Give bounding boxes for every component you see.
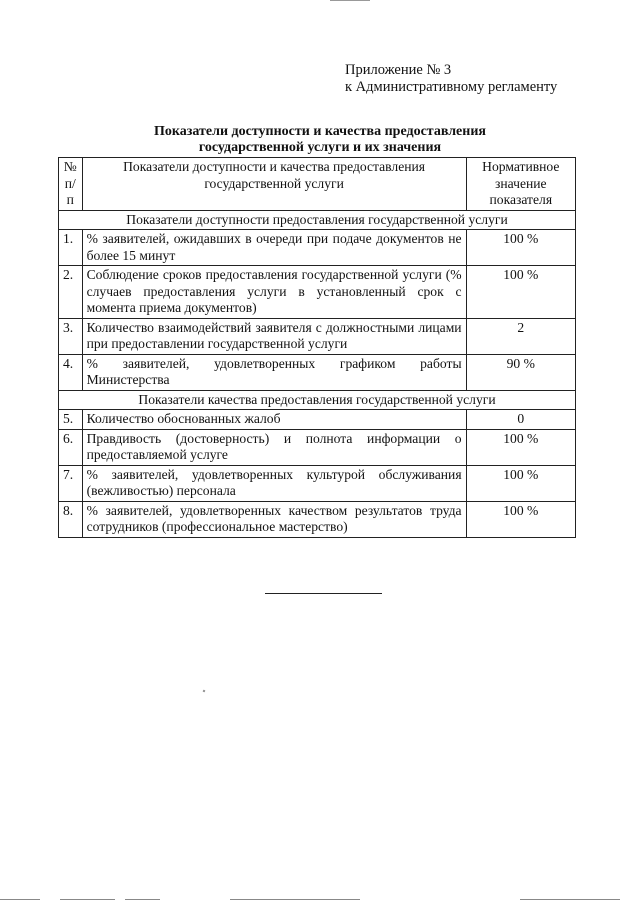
row-indicator: Количество обоснованных жалоб bbox=[82, 410, 466, 430]
row-value: 2 bbox=[466, 318, 575, 354]
closing-rule bbox=[265, 593, 382, 594]
section-quality-title: Показатели качества предоставления государственной услуги bbox=[59, 390, 576, 410]
table-row bbox=[59, 410, 576, 430]
scan-edge-mark bbox=[60, 899, 115, 900]
row-value: 100 % bbox=[466, 501, 575, 537]
title-line-1: Показатели доступности и качества предоставления bbox=[154, 124, 486, 139]
row-value: 100 % bbox=[466, 429, 575, 465]
scan-mark-top bbox=[330, 0, 370, 1]
row-num: 1. bbox=[59, 230, 83, 266]
scan-edge-mark bbox=[125, 899, 160, 900]
row-indicator: % заявителей, удовлетворенных качеством результатов труда сотрудников (профессиональное мастерство) bbox=[82, 501, 466, 537]
appendix-label bbox=[345, 62, 557, 96]
row-num: 4. bbox=[59, 354, 83, 390]
row-indicator: % заявителей, удовлетворенных графиком работы Министерства bbox=[82, 354, 466, 390]
row-value: 100 % bbox=[466, 266, 575, 319]
indicators-table bbox=[58, 157, 576, 538]
table-row bbox=[59, 266, 576, 319]
row-num: 8. bbox=[59, 501, 83, 537]
row-num: 5. bbox=[59, 410, 83, 430]
row-indicator: Соблюдение сроков предоставления государственной услуги (% случаев предоставления услуги в установленный срок с момента приема документов) bbox=[82, 266, 466, 319]
header-indicator: Показатели доступности и качества предоставления государственной услуги bbox=[82, 158, 466, 211]
scan-edge-mark bbox=[0, 899, 40, 900]
section-row-quality bbox=[59, 390, 576, 410]
scan-speck bbox=[203, 690, 206, 693]
table-header-row bbox=[59, 158, 576, 211]
header-value: Нормативное значение показателя bbox=[466, 158, 575, 211]
table-row bbox=[59, 465, 576, 501]
row-num: 2. bbox=[59, 266, 83, 319]
table-row bbox=[59, 429, 576, 465]
row-value: 90 % bbox=[466, 354, 575, 390]
row-indicator: Количество взаимодействий заявителя с должностными лицами при предоставлении государственной услуги bbox=[82, 318, 466, 354]
row-num: 3. bbox=[59, 318, 83, 354]
row-value: 100 % bbox=[466, 230, 575, 266]
document-title bbox=[60, 124, 580, 156]
row-num: 7. bbox=[59, 465, 83, 501]
title-line-2: государственной услуги и их значения bbox=[198, 140, 442, 155]
appendix-line-1: Приложение № 3 bbox=[345, 62, 452, 78]
table-row bbox=[59, 318, 576, 354]
scan-edge-mark bbox=[520, 899, 620, 900]
header-num: № п/п bbox=[59, 158, 83, 211]
appendix-line-2: к Административному регламенту bbox=[345, 79, 558, 95]
row-value: 0 bbox=[466, 410, 575, 430]
row-indicator: % заявителей, ожидавших в очереди при подаче документов не более 15 минут bbox=[82, 230, 466, 266]
row-indicator: % заявителей, удовлетворенных культурой обслуживания (вежливостью) персонала bbox=[82, 465, 466, 501]
table-row bbox=[59, 230, 576, 266]
row-indicator: Правдивость (достоверность) и полнота информации о предоставляемой услуге bbox=[82, 429, 466, 465]
row-num: 6. bbox=[59, 429, 83, 465]
scan-edge-mark bbox=[230, 899, 360, 900]
table-row bbox=[59, 354, 576, 390]
table-row bbox=[59, 501, 576, 537]
row-value: 100 % bbox=[466, 465, 575, 501]
section-row-accessibility bbox=[59, 210, 576, 230]
section-accessibility-title: Показатели доступности предоставления государственной услуги bbox=[59, 210, 576, 230]
